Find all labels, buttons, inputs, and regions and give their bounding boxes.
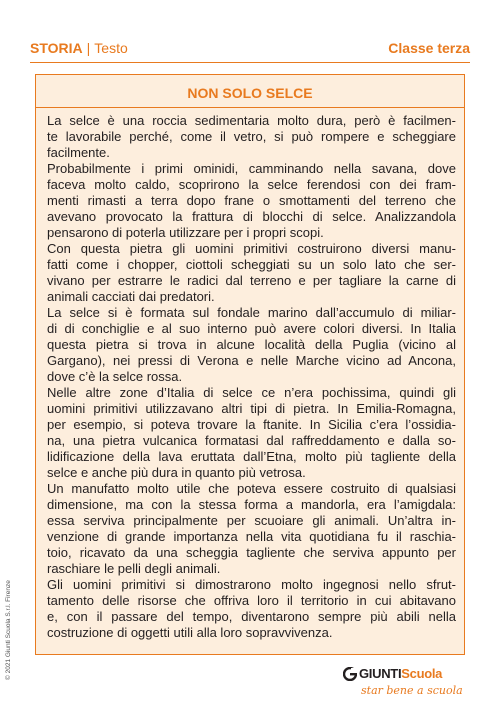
text-line: faceva molto caldo, scoprirono la selce ferendosi con dei fram- <box>47 177 456 192</box>
reading-body <box>47 113 456 641</box>
text-line: dove c’è la selce rossa. <box>47 369 183 384</box>
reading-title: NON SOLO SELCE <box>187 85 313 101</box>
text-line: facilmente. <box>47 145 110 160</box>
text-line: animali cacciati dai predatori. <box>47 289 215 304</box>
page-header <box>30 40 470 62</box>
text-type-label: Testo <box>94 40 128 56</box>
subject-label: STORIA <box>30 40 83 56</box>
text-line: menti rimasti a terra dopo frane o smottamenti del terreno che <box>47 193 456 208</box>
logo-brand-accent: Scuola <box>401 666 443 681</box>
text-line: Probabilmente i primi ominidi, camminando nella savana, dove <box>47 161 456 176</box>
logo-brand <box>359 666 442 681</box>
text-line: essa serviva principalmente per scuoiare gli animali. Un’altra in- <box>47 513 456 528</box>
text-line: raschiare le pelli degli animali. <box>47 561 221 576</box>
text-line: Un manufatto molto utile che poteva essere costruito di qualsiasi <box>47 481 456 496</box>
class-label: Classe terza <box>388 40 470 56</box>
text-line: questa pietra si trova in alcune località della Puglia (vicino al <box>47 337 456 352</box>
logo-tagline: star bene a scuola <box>361 684 463 697</box>
reading-card <box>35 74 465 655</box>
logo-brand-main: GIUNTI <box>359 666 402 681</box>
text-line: selce e anche più dura in quanto più vetrosa. <box>47 465 306 480</box>
copyright-text: © 2021 Giunti Scuola S.r.l. Firenze <box>5 580 12 680</box>
text-line: vivano per estrarre le radici dal terreno e per tagliare la carne di <box>47 273 456 288</box>
text-line: venzione di grande importanza nella vita quotidiana fu il raschia- <box>47 529 456 544</box>
text-line: toio, ricavato da una scheggia tagliente che serviva appunto per <box>47 545 456 560</box>
text-line: Gli uomini primitivi si dimostrarono molto ingegnosi nello sfrut- <box>47 577 456 592</box>
text-line: lidificazione della lava eruttata dall’Etna, molto più tagliente della <box>47 449 456 464</box>
text-line: Con questa pietra gli uomini primitivi costruirono diversi manu- <box>47 241 456 256</box>
text-line: Gargano), nei pressi di Verona e nelle Marche vicino ad Ancona, <box>47 353 456 368</box>
text-line: pensarono di poterla utilizzare per i propri scopi. <box>47 225 324 240</box>
text-line: per esempio, si poteva trovare la ftanite. In Sicilia c’era l’ossidia- <box>47 417 456 432</box>
text-line: fatti come i chopper, ciottoli scheggiati su un solo lato che ser- <box>47 257 456 272</box>
giunti-scuola-logo <box>343 666 473 706</box>
text-line: di di conchiglie e al suo interno può avere colori diversi. In Italia <box>47 321 456 336</box>
text-line: costruzione di oggetti utili alla loro sopravvivenza. <box>47 625 333 640</box>
copyright-vertical <box>0 560 14 680</box>
text-line: te lavorabile perché, come il vetro, si può rompere e scheggiare <box>47 129 456 144</box>
header-divider <box>30 62 470 63</box>
text-line: e, con il passare del tempo, diventarono sempre più abili nella <box>47 609 456 624</box>
header-subject-group <box>30 40 128 56</box>
text-line: dimensione, ma con la stessa forma a mandorla, era l’amigdala: <box>47 497 456 512</box>
text-line: Nelle altre zone d’Italia di selce ce n’era pochissima, quindi gli <box>47 385 456 400</box>
header-separator: | <box>86 40 91 56</box>
text-line: La selce si è formata sul fondale marino dall’accumulo di miliar- <box>47 305 456 320</box>
title-divider <box>36 107 464 108</box>
text-line: na, una pietra vulcanica formatasi dal raffreddamento e dalla so- <box>47 433 456 448</box>
text-line: avevano provocato la frattura di blocchi di selce. Analizzandola <box>47 209 456 224</box>
text-line: La selce è una roccia sedimentaria molto dura, però è facilmen- <box>47 113 456 128</box>
text-line: uomini primitivi utilizzavano altri tipi di pietra. In Emilia-Romagna, <box>47 401 456 416</box>
text-line: tamento delle risorse che offriva loro il territorio in cui abitavano <box>47 593 456 608</box>
giunti-logo-icon <box>343 667 357 681</box>
